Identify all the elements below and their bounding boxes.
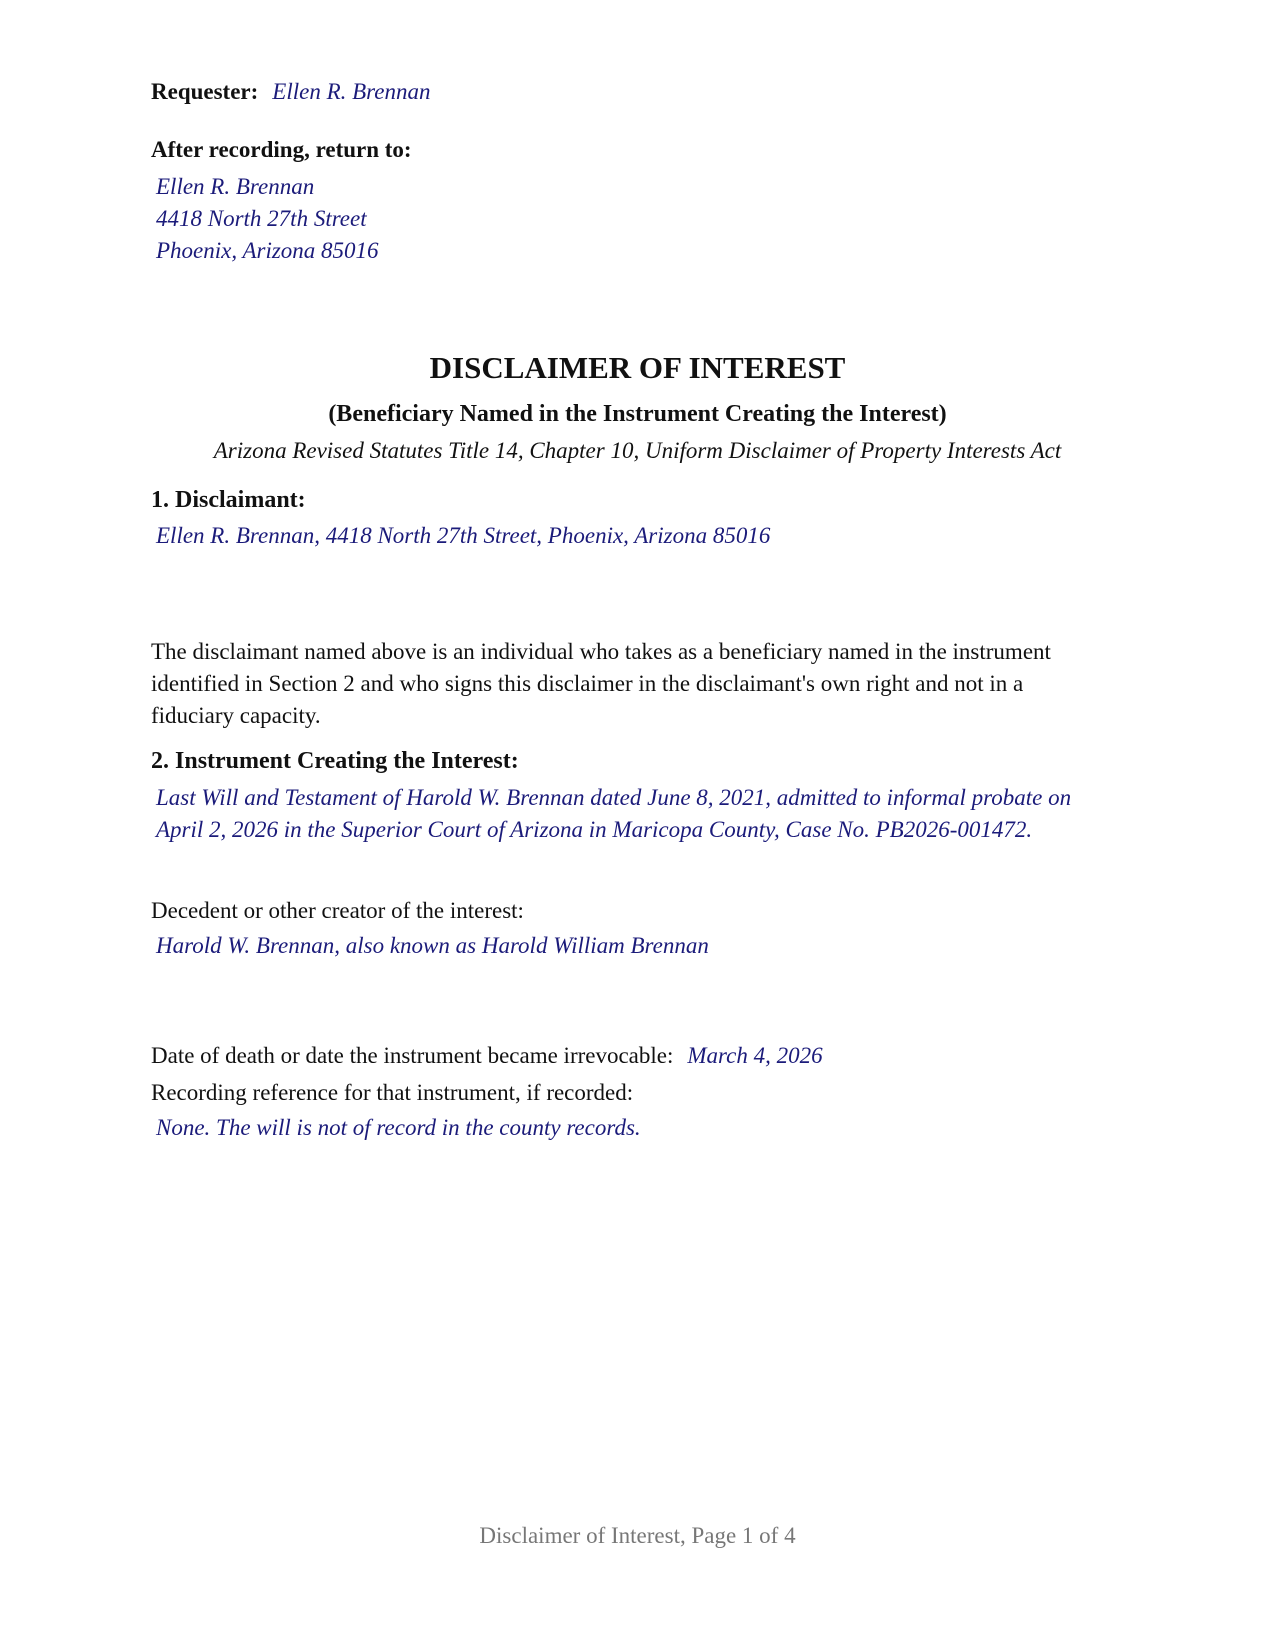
requester-label: Requester: xyxy=(151,79,259,104)
date-of-death-line xyxy=(151,1043,823,1069)
page-footer: Disclaimer of Interest, Page 1 of 4 xyxy=(479,1523,796,1548)
return-address-line: Ellen R. Brennan xyxy=(156,174,315,199)
decedent-label: Decedent or other creator of the interest: xyxy=(151,898,524,923)
disclaimant-value: Ellen R. Brennan, 4418 North 27th Street, Phoenix, Arizona 85016 xyxy=(156,523,771,548)
document-subtitle: (Beneficiary Named in the Instrument Creating the Interest) xyxy=(328,401,947,427)
return-to-label: After recording, return to: xyxy=(151,137,412,162)
return-address xyxy=(156,171,379,267)
return-address-line: Phoenix, Arizona 85016 xyxy=(156,238,379,263)
requester-name: Ellen R. Brennan xyxy=(272,79,431,104)
disclaimant-paragraph: The disclaimant named above is an individual who takes as a beneficiary named in the instrument identified in Section 2 and who signs this disclaimer in the disclaimant's own right and not in a fiduciary capacity. xyxy=(151,639,1051,728)
return-address-line: 4418 North 27th Street xyxy=(156,206,367,231)
document-title: DISCLAIMER OF INTEREST xyxy=(429,350,846,385)
date-of-death-label: Date of death or date the instrument became irrevocable: xyxy=(151,1043,674,1068)
requester-line xyxy=(151,79,431,105)
instrument-value: Last Will and Testament of Harold W. Brennan dated June 8, 2021, admitted to informal probate on April 2, 2026 in the Superior Court of Arizona in Maricopa County, Case No. PB2026-001472. xyxy=(156,785,1072,842)
section-1-heading: 1. Disclaimant: xyxy=(151,487,306,513)
recording-reference-label: Recording reference for that instrument, if recorded: xyxy=(151,1080,634,1105)
section-2-heading: 2. Instrument Creating the Interest: xyxy=(151,748,519,774)
date-of-death-value: March 4, 2026 xyxy=(687,1043,823,1068)
statute-reference: Arizona Revised Statutes Title 14, Chapter 10, Uniform Disclaimer of Property Interests Act xyxy=(213,438,1062,463)
decedent-value: Harold W. Brennan, also known as Harold William Brennan xyxy=(156,933,709,958)
recording-reference-value: None. The will is not of record in the county records. xyxy=(156,1115,641,1140)
